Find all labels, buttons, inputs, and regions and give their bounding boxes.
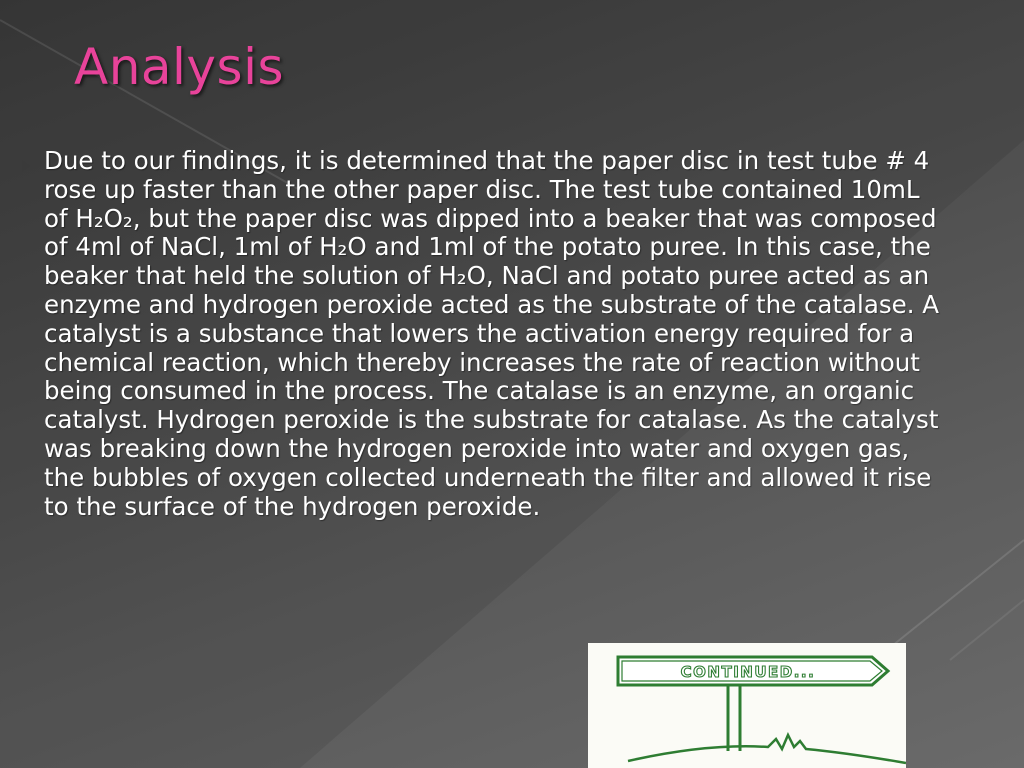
slide-title: Analysis — [74, 38, 285, 96]
continued-sign-image — [588, 643, 906, 768]
sign-text: CONTINUED... — [680, 663, 816, 681]
slide-body-text: Due to our findings, it is determined that the paper disc in test tube # 4 rose up faster than the other paper disc. The test tube contained 10mL of H₂O₂, but the paper disc was dipped into a beaker that was composed of 4ml of NaCl, 1ml of H₂O and 1ml of the potato puree. In this case, the beaker that held the solution of H₂O, NaCl and potato puree acted as an enzyme and hydrogen peroxide acted as the substrate of the catalase. A catalyst is a substance that lowers the activation energy required for a chemical reaction, which thereby increases the rate of reaction without being consumed in the process. The catalase is an enzyme, an organic catalyst. Hydrogen peroxide is the substrate for catalase. As the catalyst was breaking down the hydrogen peroxide into water and oxygen gas, the bubbles of oxygen collected underneath the filter and allowed it rise to the surface of the hydrogen peroxide. — [44, 146, 940, 521]
signpost-icon — [588, 643, 906, 768]
bullet-arrow-icon — [22, 160, 30, 172]
